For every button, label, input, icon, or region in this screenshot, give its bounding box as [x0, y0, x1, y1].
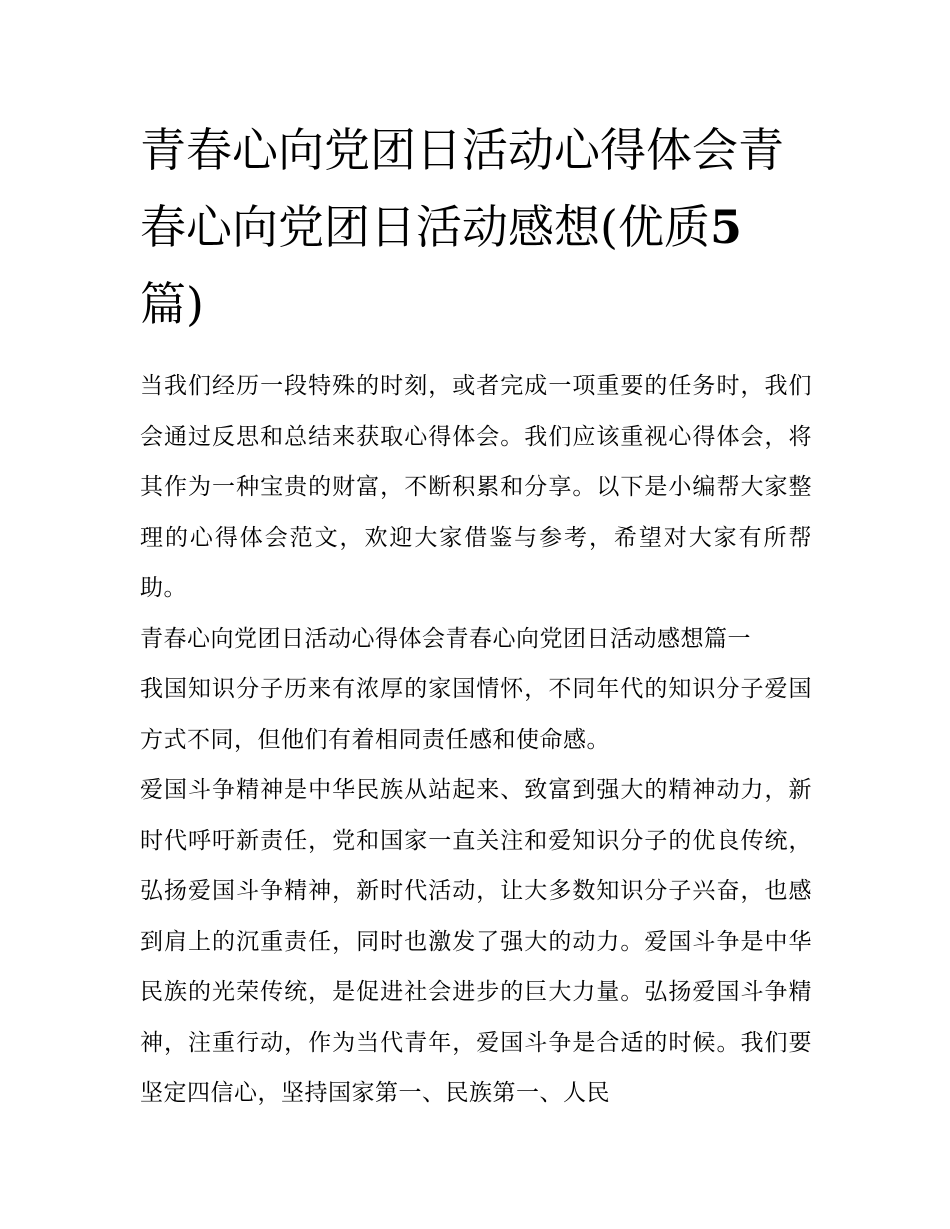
section-heading: 青春心向党团日活动心得体会青春心向党团日活动感想篇一: [140, 625, 751, 652]
title-number: 5: [709, 200, 742, 254]
document-body: [140, 112, 812, 1119]
title-tail: 篇): [140, 277, 204, 331]
intro-paragraph: 当我们经历一段特殊的时刻，或者完成一项重要的任务时，我们会通过反思和总结来获取心得体会。我们应该重视心得体会，将其作为一种宝贵的财富，不断积累和分享。以下是小编帮大家整理的心得体会范文，欢迎大家借鉴与参考，希望对大家有所帮助。: [140, 373, 812, 601]
title-main: 青春心向党团日活动心得体会青春心向党团日活动感想(优质: [140, 123, 784, 254]
body-paragraph: 我国知识分子历来有浓厚的家国情怀，不同年代的知识分子爱国方式不同，但他们有着相同责任感和使命感。: [140, 676, 812, 753]
document-title: [140, 112, 812, 343]
body-paragraph: 爱国斗争精神是中华民族从站起来、致富到强大的精神动力，新时代呼吁新责任，党和国家一直关注和爱知识分子的优良传统，弘扬爱国斗争精神，新时代活动，让大多数知识分子兴奋，也感到肩上的沉重责任，同时也激发了强大的动力。爱国斗争是中华民族的光荣传统，是促进社会进步的巨大力量。弘扬爱国斗争精神，注重行动，作为当代青年，爱国斗争是合适的时候。我们要坚定四信心，坚持国家第一、民族第一、人民: [140, 777, 812, 1106]
